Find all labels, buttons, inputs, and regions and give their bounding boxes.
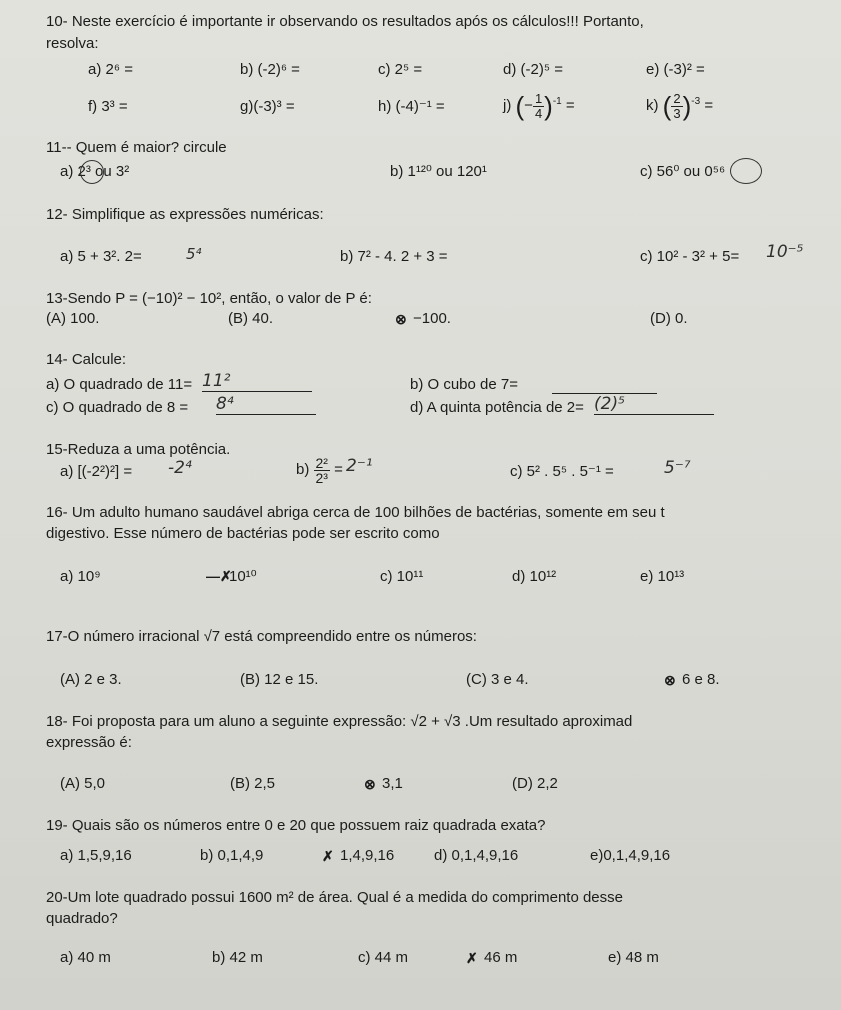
fraction: $\frac{\text{2²}}{\text{2³}}$	[315, 454, 328, 486]
q20-option-c: c) 44 m	[358, 949, 409, 966]
q14-answer-d: (2)⁵	[594, 394, 714, 415]
q19-option-a: a) 1,5,9,16	[60, 847, 132, 864]
q10-item-h: h) (-4)⁻¹ =	[378, 98, 445, 115]
q16-title-line1: 16- Um adulto humano saudável abriga cerca de 100 bilhões de bactérias, somente em seu t	[46, 504, 665, 521]
q10-subtitle: resolva:	[46, 35, 99, 52]
q15-answer-b: 2⁻¹	[346, 456, 373, 476]
q12-title: 12- Simplifique as expressões numéricas:	[46, 206, 324, 223]
q18-option-c: 3,1	[382, 775, 403, 792]
q13-option-d: (D) 0.	[650, 310, 688, 327]
q10-item-k: k) ( $\frac{2}{3}$ )$^{-3}$ =	[646, 90, 714, 122]
q14-item-c: c) O quadrado de 8 =	[46, 399, 189, 416]
q16-title-line2: digestivo. Esse número de bactérias pode ser escrito como	[46, 525, 440, 542]
q17-option-c: (C) 3 e 4.	[466, 671, 529, 688]
q20-option-a: a) 40 m	[60, 949, 111, 966]
q20-title-line1: 20-Um lote quadrado possui 1600 m² de área. Qual é a medida do comprimento desse	[46, 889, 623, 906]
q18-option-d: (D) 2,2	[512, 775, 558, 792]
q10-item-e: e) (-3)² =	[646, 61, 705, 78]
q10-item-j: j) (− $\frac{1}{4}$ )$^{-1}$ =	[503, 90, 575, 122]
q15-answer-a: -2⁴	[168, 458, 192, 478]
q14-title: 14- Calcule:	[46, 351, 127, 368]
q15-item-a: a) [(-2²)²] =	[60, 463, 133, 480]
q12-answer-a: 5⁴	[186, 245, 202, 263]
q19-option-b: b) 0,1,4,9	[200, 847, 264, 864]
q18-title-line1: 18- Foi proposta para um aluno a seguinte expressão: √2 + √3 .Um resultado aproximad	[46, 713, 633, 730]
q15-title: 15-Reduza a uma potência.	[46, 441, 231, 458]
q20-option-e: e) 48 m	[608, 949, 659, 966]
q19-option-d: d) 0,1,4,9,16	[434, 847, 519, 864]
q18-title-line2: expressão é:	[46, 734, 132, 751]
q14-answer-c: 8⁴	[216, 394, 316, 415]
q11-item-b: b) 1¹²⁰ ou 120¹	[390, 163, 487, 180]
q16-option-c: c) 10¹¹	[380, 568, 424, 585]
q12-item-b: b) 7² - 4. 2 + 3 =	[340, 248, 448, 265]
q11-item-a: a) 2³ ou 3²	[60, 163, 130, 180]
answer-circle	[730, 158, 762, 184]
q17-option-a: (A) 2 e 3.	[60, 671, 122, 688]
q17-option-b: (B) 12 e 15.	[240, 671, 319, 688]
q20-option-b: b) 42 m	[212, 949, 263, 966]
checkmark-icon: ✗	[466, 950, 478, 966]
q10-item-c: c) 2⁵ =	[378, 61, 423, 78]
q14-item-b: b) O cubo de 7=	[410, 376, 518, 393]
q10-item-f: f) 3³ =	[88, 98, 128, 115]
q10-item-d: d) (-2)⁵ =	[503, 61, 563, 78]
q16-option-d: d) 10¹²	[512, 568, 557, 585]
q19-option-e: e)0,1,4,9,16	[590, 847, 671, 864]
q10-item-b: b) (-2)⁶ =	[240, 61, 300, 78]
q20-option-d: 46 m	[484, 949, 518, 966]
answer-circle	[80, 160, 104, 184]
q10-item-a: a) 2⁶ =	[88, 61, 133, 78]
fraction: $\frac{1}{4}$	[534, 90, 543, 121]
q18-option-b: (B) 2,5	[230, 775, 276, 792]
checkmark-icon: ✗	[322, 848, 334, 864]
q13-option-b: (B) 40.	[228, 310, 274, 327]
q16-option-b: 10¹⁰	[229, 568, 257, 585]
q15-item-c: c) 5² . 5⁵ . 5⁻¹ =	[510, 463, 614, 480]
q17-option-d: 6 e 8.	[682, 671, 720, 688]
checkmark-icon: ⊗	[364, 776, 376, 792]
q14-item-d: d) A quinta potência de 2=	[410, 399, 584, 416]
checkmark-icon: —✗	[206, 568, 232, 584]
fraction: $\frac{2}{3}$	[673, 90, 681, 121]
q18-option-a: (A) 5,0	[60, 775, 106, 792]
q16-option-e: e) 10¹³	[640, 568, 685, 585]
q20-title-line2: quadrado?	[46, 910, 118, 927]
q17-title: 17-O número irracional √7 está compreendido entre os números:	[46, 628, 477, 645]
q10-title: 10- Neste exercício é importante ir observando os resultados após os cálculos!!! Portanto,	[46, 13, 644, 30]
q12-item-a: a) 5 + 3². 2=	[60, 248, 142, 265]
checkmark-icon: ⊗	[664, 672, 676, 688]
q14-item-a: a) O quadrado de 11=	[46, 376, 193, 393]
checkmark-icon: ⊗	[395, 311, 407, 327]
q16-option-a: a) 10⁹	[60, 568, 101, 585]
q14-answer-a: 11²	[202, 371, 312, 392]
q11-item-c: c) 56⁰ ou 0⁵⁶	[640, 163, 726, 180]
q10-item-g: g)(-3)³ =	[240, 98, 295, 115]
q13-option-a: (A) 100.	[46, 310, 100, 327]
q15-answer-c: 5⁻⁷	[664, 458, 691, 478]
q19-option-c: 1,4,9,16	[340, 847, 395, 864]
q19-title: 19- Quais são os números entre 0 e 20 que possuem raiz quadrada exata?	[46, 817, 546, 834]
q11-title: 11-- Quem é maior? circule	[46, 139, 227, 156]
q12-answer-c: 10⁻⁵	[766, 242, 804, 262]
q13-title: 13-Sendo P = (−10)² − 10², então, o valor de P é:	[46, 290, 372, 307]
q12-item-c: c) 10² - 3² + 5=	[640, 248, 740, 265]
q13-option-c: −100.	[413, 310, 451, 327]
q15-item-b: b) $\frac{\text{2²}}{\text{2³}}$ =	[296, 454, 343, 486]
